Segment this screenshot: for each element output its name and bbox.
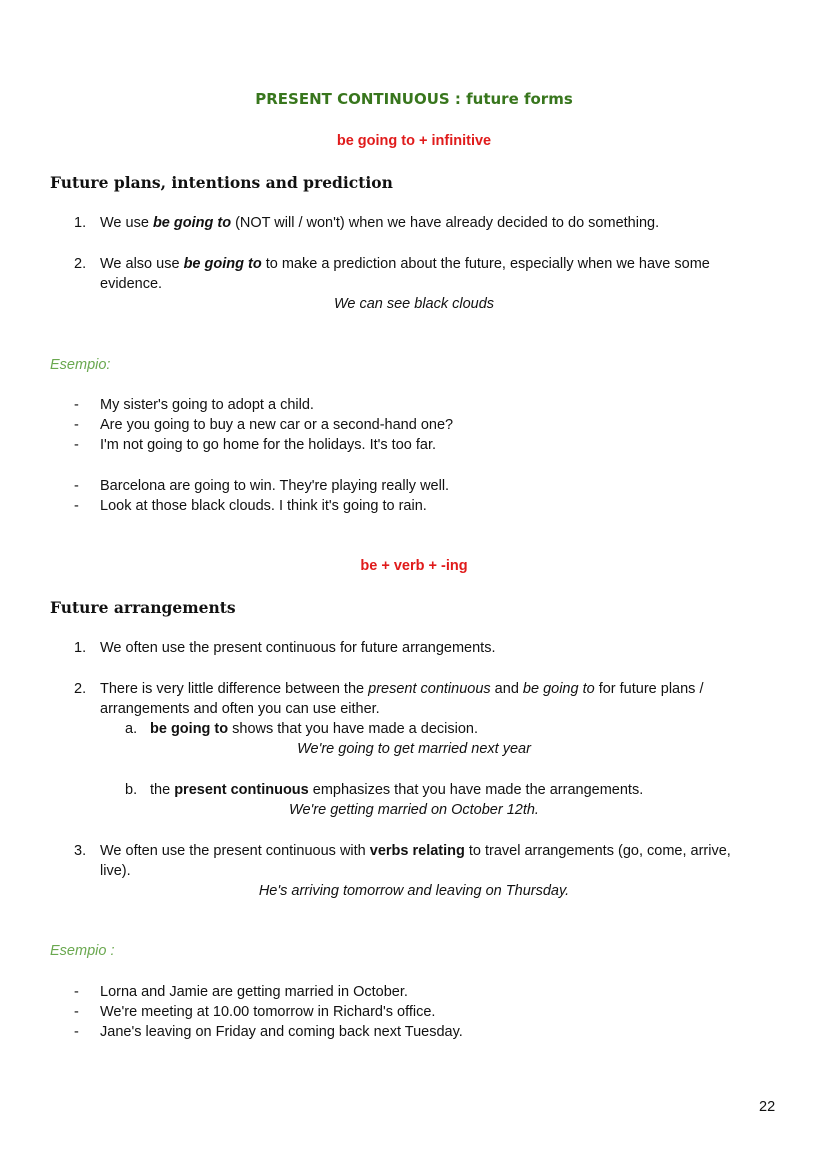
example-sentence: We can see black clouds (333, 296, 495, 312)
page-title: PRESENT CONTINUOUS : future forms (255, 90, 573, 108)
example-sentence: He's arriving tomorrow and leaving on Thursday. (258, 883, 570, 899)
sub-item: be going to shows that you have made a decision. (150, 721, 478, 737)
list-item: Look at those black clouds. I think it's going to rain. (100, 498, 427, 514)
list-number: 2. (74, 681, 87, 697)
rule-item: There is very little difference between the present continuous and be going to for future plans / (100, 681, 704, 697)
example-sentence: We're going to get married next year (297, 741, 531, 757)
rule-item-cont: arrangements and often you can use either. (100, 701, 380, 717)
bullet-dash: - (74, 478, 79, 494)
section1-heading: Future plans, intentions and prediction (50, 173, 393, 192)
list-item: Jane's leaving on Friday and coming back next Tuesday. (100, 1024, 463, 1040)
esempio-label: Esempio: (50, 357, 111, 373)
list-number: 2. (74, 256, 87, 272)
rule-item: We often use the present continuous with verbs relating to travel arrangements (go, come, arrive, (100, 843, 731, 859)
list-item: I'm not going to go home for the holidays. It's too far. (100, 437, 437, 453)
bullet-dash: - (74, 397, 79, 413)
rule-item: We use be going to (NOT will / won't) when we have already decided to do something. (100, 215, 660, 231)
section2-heading: Future arrangements (50, 598, 236, 617)
list-item: Are you going to buy a new car or a second-hand one? (100, 417, 454, 433)
bullet-dash: - (74, 498, 79, 514)
rule-item-cont: evidence. (100, 276, 163, 292)
esempio-label: Esempio : (50, 943, 115, 959)
list-number: 1. (74, 640, 87, 656)
section2-subtitle: be + verb + -ing (360, 558, 468, 574)
bullet-dash: - (74, 1004, 79, 1020)
rule-item: We often use the present continuous for future arrangements. (100, 640, 496, 656)
section1-subtitle: be going to + infinitive (336, 133, 492, 149)
example-sentence: We're getting married on October 12th. (289, 802, 539, 818)
bullet-dash: - (74, 984, 79, 1000)
list-item: We're meeting at 10.00 tomorrow in Richard's office. (100, 1004, 436, 1020)
list-letter: b. (125, 782, 138, 798)
page-number: 22 (759, 1099, 776, 1115)
list-item: Barcelona are going to win. They're playing really well. (100, 478, 450, 494)
list-letter: a. (125, 721, 138, 737)
bullet-dash: - (74, 417, 79, 433)
list-number: 3. (74, 843, 87, 859)
rule-item-cont: live). (100, 863, 131, 879)
bullet-dash: - (74, 437, 79, 453)
rule-item: We also use be going to to make a prediction about the future, especially when we have some (100, 256, 710, 272)
list-number: 1. (74, 215, 87, 231)
bullet-dash: - (74, 1024, 79, 1040)
list-item: Lorna and Jamie are getting married in October. (100, 984, 408, 1000)
sub-item: the present continuous emphasizes that you have made the arrangements. (150, 782, 644, 798)
list-item: My sister's going to adopt a child. (100, 397, 314, 413)
